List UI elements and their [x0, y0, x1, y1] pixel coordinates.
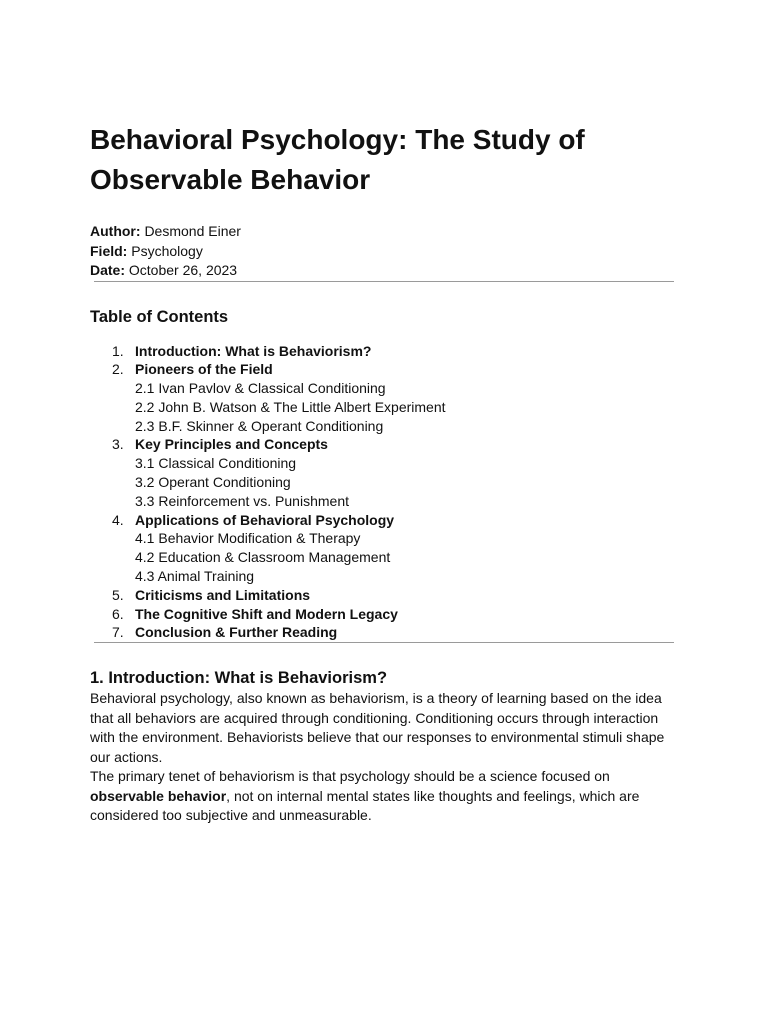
- emphasized-term: observable behavior: [90, 787, 227, 804]
- toc-subitem-link[interactable]: 2.1 Ivan Pavlov & Classical Conditioning: [135, 380, 386, 397]
- section-paragraph: [90, 767, 678, 826]
- toc-item-link[interactable]: Conclusion & Further Reading: [135, 624, 338, 641]
- toc-item: [90, 342, 678, 361]
- toc-item-number: 1.: [112, 342, 124, 359]
- date-value: October 26, 2023: [128, 262, 238, 278]
- toc-item-link[interactable]: Applications of Behavioral Psychology: [135, 511, 395, 528]
- toc-subitem-link[interactable]: 4.2 Education & Classroom Management: [135, 549, 391, 566]
- toc-item-link[interactable]: Introduction: What is Behaviorism?: [135, 342, 372, 359]
- toc-item-number: 2.: [112, 361, 124, 378]
- toc-item: [90, 360, 678, 435]
- toc-item-number: 4.: [112, 511, 124, 528]
- toc-item-number: 5.: [112, 586, 124, 603]
- date-label: Date:: [90, 262, 126, 278]
- toc-subitem-link[interactable]: 2.3 B.F. Skinner & Operant Conditioning: [135, 417, 384, 434]
- field-label: Field:: [90, 242, 128, 259]
- toc-item-number: 6.: [112, 605, 124, 622]
- toc-heading: Table of Contents: [90, 307, 229, 326]
- toc-item: [90, 623, 678, 642]
- date-row: [90, 261, 678, 281]
- section-heading: 1. Introduction: What is Behaviorism?: [90, 669, 388, 688]
- field-row: [90, 242, 678, 262]
- toc-subitem-link[interactable]: 3.1 Classical Conditioning: [135, 455, 297, 472]
- section-paragraph: Behavioral psychology, also known as behaviorism, is a theory of learning based on the idea that all behaviors are acquired through conditioning. Conditioning occurs through interaction with the environment. Behaviorists believe that our responses to environmental stimuli shape our actions.: [90, 690, 665, 765]
- divider: [94, 642, 674, 643]
- author-row: [90, 222, 678, 242]
- toc-item: [90, 605, 678, 624]
- divider: [94, 281, 674, 282]
- toc-subitem-link[interactable]: 4.1 Behavior Modification & Therapy: [135, 530, 361, 547]
- toc-item-link[interactable]: Criticisms and Limitations: [135, 586, 311, 603]
- field-value: Psychology: [131, 242, 203, 259]
- toc-subitem-link[interactable]: 4.3 Animal Training: [135, 568, 255, 585]
- toc-subitem-link[interactable]: 3.3 Reinforcement vs. Punishment: [135, 492, 349, 509]
- toc-item: [90, 586, 678, 605]
- toc-item-number: 7.: [112, 624, 124, 641]
- author-value: Desmond Einer: [144, 223, 241, 239]
- toc-item-link[interactable]: Key Principles and Concepts: [135, 436, 328, 453]
- toc-subitem-link[interactable]: 3.2 Operant Conditioning: [135, 474, 291, 491]
- toc-subitem-link[interactable]: 2.2 John B. Watson & The Little Albert Experiment: [135, 398, 446, 415]
- document-title: Behavioral Psychology: The Study of Observable Behavior: [90, 124, 585, 195]
- table-of-contents: [90, 342, 678, 643]
- toc-item-number: 3.: [112, 436, 124, 453]
- toc-item-link[interactable]: The Cognitive Shift and Modern Legacy: [135, 605, 398, 622]
- toc-item: [90, 511, 678, 586]
- document-meta: [90, 222, 678, 281]
- toc-item: [90, 435, 678, 510]
- paragraph-text: , not on internal mental states like thoughts and feelings, which are considered too subjective and unmeasurable.: [90, 787, 640, 824]
- paragraph-text: The primary tenet of behaviorism is that psychology should be a science focused on: [90, 768, 610, 785]
- author-label: Author:: [90, 223, 141, 239]
- toc-item-link[interactable]: Pioneers of the Field: [135, 361, 273, 378]
